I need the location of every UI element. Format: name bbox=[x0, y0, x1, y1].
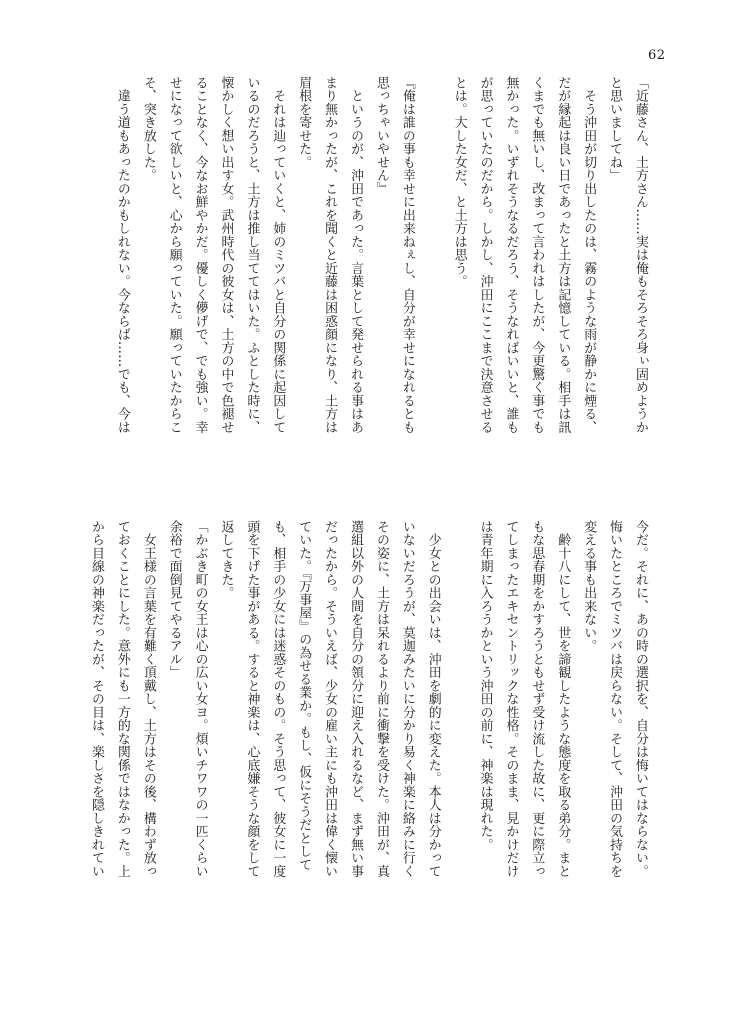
text-line: 選組以外の人間を自分の領分に迎え入れるなど、まず無い事 bbox=[348, 520, 364, 878]
text-line: いるのだろうと、土方は推し当ててはいた。ふとした時に、 bbox=[244, 76, 260, 434]
text-column-bottom bbox=[88, 520, 653, 940]
text-line: 「かぶき町の女王は心の広い女ヨ。煩いチワワの一匹くらい bbox=[192, 520, 208, 878]
text-line: 『俺は誰の事も幸せに出来ねぇし、自分が幸せになれるとも bbox=[399, 76, 415, 434]
text-line: 違う道もあったのかもしれない。今ならば……でも、今は bbox=[114, 76, 130, 434]
text-line: てしまったエキセントリックな性格。そのまま、見かけだけ bbox=[503, 520, 519, 878]
text-line: とは。大した女だ、と土方は思う。 bbox=[451, 76, 467, 288]
text-line bbox=[420, 76, 446, 496]
text-line: 返してきた。 bbox=[218, 520, 234, 600]
text-line: 今だ。それに、あの時の選択を、自分は悔いてはならない。 bbox=[633, 520, 648, 878]
text-line: まり無かったが、これを聞くと近藤は困惑顔になり、土方は bbox=[322, 76, 338, 434]
text-line: から目線の神楽だったが、その目は、楽しさを隠しきれてい bbox=[88, 520, 104, 878]
text-line: もな思春期をかすろうともせず受け流した故に、更に際立っ bbox=[529, 520, 545, 878]
text-line: そ、突き放した。 bbox=[140, 76, 156, 182]
text-line: 少女との出会いは、沖田を劇的に変えた。本人は分かって bbox=[425, 520, 441, 878]
text-line bbox=[446, 520, 472, 940]
text-line: 女王様の言葉を有難く頂戴し、土方はその後、構わず放っ bbox=[140, 520, 156, 878]
text-line: だが縁起は良い日であったと土方は記憶している。相手は訊 bbox=[555, 76, 571, 434]
text-line: そう沖田が切り出したのは、霧のような雨が静かに煙る、 bbox=[581, 76, 597, 434]
text-line: ることなく、今なお鮮やかだ。優しく儚げで、でも強い。幸 bbox=[192, 76, 208, 434]
text-line: それは辿っていくと、姉のミツバと自分の関係に起因して bbox=[270, 76, 286, 434]
text-line: 変える事も出来ない。 bbox=[581, 520, 597, 653]
text-line: せになって欲しいと、心から願っていた。願っていたからこ bbox=[166, 76, 182, 434]
text-line: 余裕で面倒見てやるアル」 bbox=[166, 520, 182, 679]
text-line: だったから。そういえば、少女の雇い主にも沖田は偉く懐い bbox=[322, 520, 338, 878]
text-line: くまでも無いし、改まって言われはしたが、今更驚く事でも bbox=[529, 76, 545, 434]
text-line: 「近藤さん、土方さん……実は俺もそろそろ身ぃ固めようか bbox=[633, 76, 648, 434]
text-line: いないだろうが、莫迦みたいに分かり易く神楽に絡みに行く bbox=[399, 520, 415, 878]
text-line: その姿に、土方は呆れるより前に衝撃を受けた。沖田が、真 bbox=[373, 520, 389, 878]
text-line: も、相手の少女には迷惑そのもの。そう思って、彼女に一度 bbox=[270, 520, 286, 878]
text-line: と思いましてね」 bbox=[607, 76, 623, 182]
text-line: ていた。『万事屋』の為せる業か。もし、仮にそうだとして bbox=[296, 520, 312, 872]
text-line: 思っちゃいやせん』 bbox=[373, 76, 389, 196]
text-line: 齢十八にして、世を諦観したような態度を取る弟分。まと bbox=[555, 520, 571, 878]
page-number: 62 bbox=[648, 48, 666, 63]
text-line: 懐かしく想い出す女。武州時代の彼女は、土方の中で色褪せ bbox=[218, 76, 234, 434]
text-column-top bbox=[93, 76, 653, 496]
text-line: 無かった。いずれそうなるだろう、そうなればいいと、誰も bbox=[503, 76, 519, 434]
text-line: というのが、沖田であった。言葉として発せられる事はあ bbox=[348, 76, 364, 434]
text-line: 眉根を寄せた。 bbox=[296, 76, 312, 169]
text-line: ておくことにした。意外にも一方的な関係ではなかった。上 bbox=[114, 520, 130, 878]
text-line: が思っていたのだから。しかし、沖田にここまで決意させる bbox=[477, 76, 493, 434]
text-line: 悔いたところでミツバは戻らない。そして、沖田の気持ちを bbox=[607, 520, 623, 878]
text-line: は青年期に入ろうかという沖田の前に、神楽は現れた。 bbox=[477, 520, 493, 852]
text-line: 頭を下げた事がある。すると神楽は、心底嫌そうな顔をして bbox=[244, 520, 260, 878]
